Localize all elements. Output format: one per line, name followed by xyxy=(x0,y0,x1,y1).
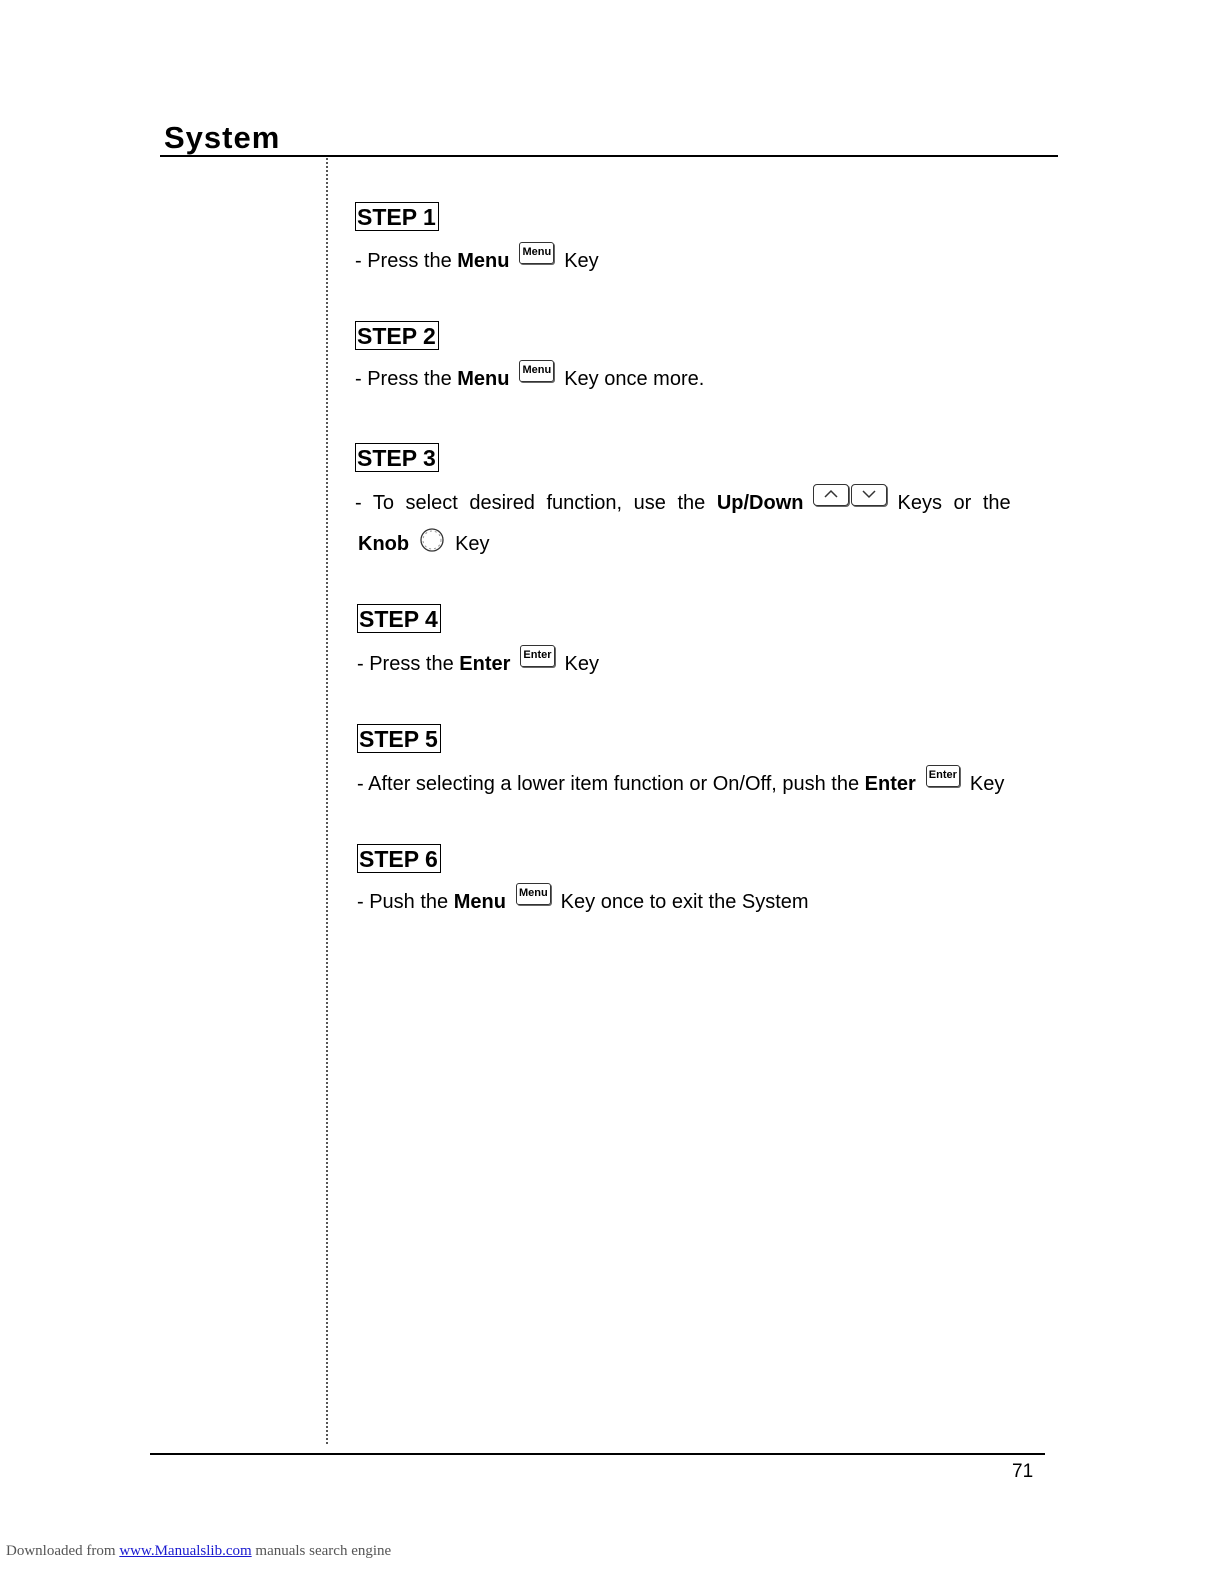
step-6-text: - Push the Menu Menu Key once to exit the System xyxy=(357,889,809,915)
step-6-badge: STEP 6 xyxy=(357,844,441,873)
step-3-badge: STEP 3 xyxy=(355,443,439,472)
up-arrow-key-icon xyxy=(813,484,849,506)
header-rule xyxy=(160,155,1058,157)
menu-key-icon: Menu xyxy=(516,883,551,905)
menu-key-icon: Menu xyxy=(519,360,554,382)
step-1-text: - Press the Menu Menu Key xyxy=(355,248,599,274)
menu-key-icon: Menu xyxy=(519,242,554,264)
step-5-badge: STEP 5 xyxy=(357,724,441,753)
step-5-text: - After selecting a lower item function or On/Off, push the Enter Enter Key xyxy=(357,771,1004,797)
step-2-text: - Press the Menu Menu Key once more. xyxy=(355,366,704,392)
step-1-badge: STEP 1 xyxy=(355,202,439,231)
manualslib-link[interactable]: www.Manualslib.com xyxy=(119,1543,252,1559)
step-4-text: - Press the Enter Enter Key xyxy=(357,651,599,677)
page-number: 71 xyxy=(1012,1461,1034,1482)
step-3-text-line-1: - To select desired function, use the Up/Down Keys or the xyxy=(355,490,1035,516)
step-2-badge: STEP 2 xyxy=(355,321,439,350)
footer-rule xyxy=(150,1453,1045,1455)
download-note: Downloaded from www.Manualslib.com manuals search engine xyxy=(6,1543,392,1559)
up-down-keys xyxy=(813,484,887,506)
step-3-text-line-2: Knob Key xyxy=(358,531,490,560)
dotted-divider xyxy=(326,158,328,1444)
step-4-badge: STEP 4 xyxy=(357,604,441,633)
knob-icon xyxy=(419,527,445,560)
enter-key-icon: Enter xyxy=(520,645,554,667)
down-arrow-key-icon xyxy=(851,484,887,506)
enter-key-icon: Enter xyxy=(926,765,960,787)
section-title: System xyxy=(164,120,281,155)
